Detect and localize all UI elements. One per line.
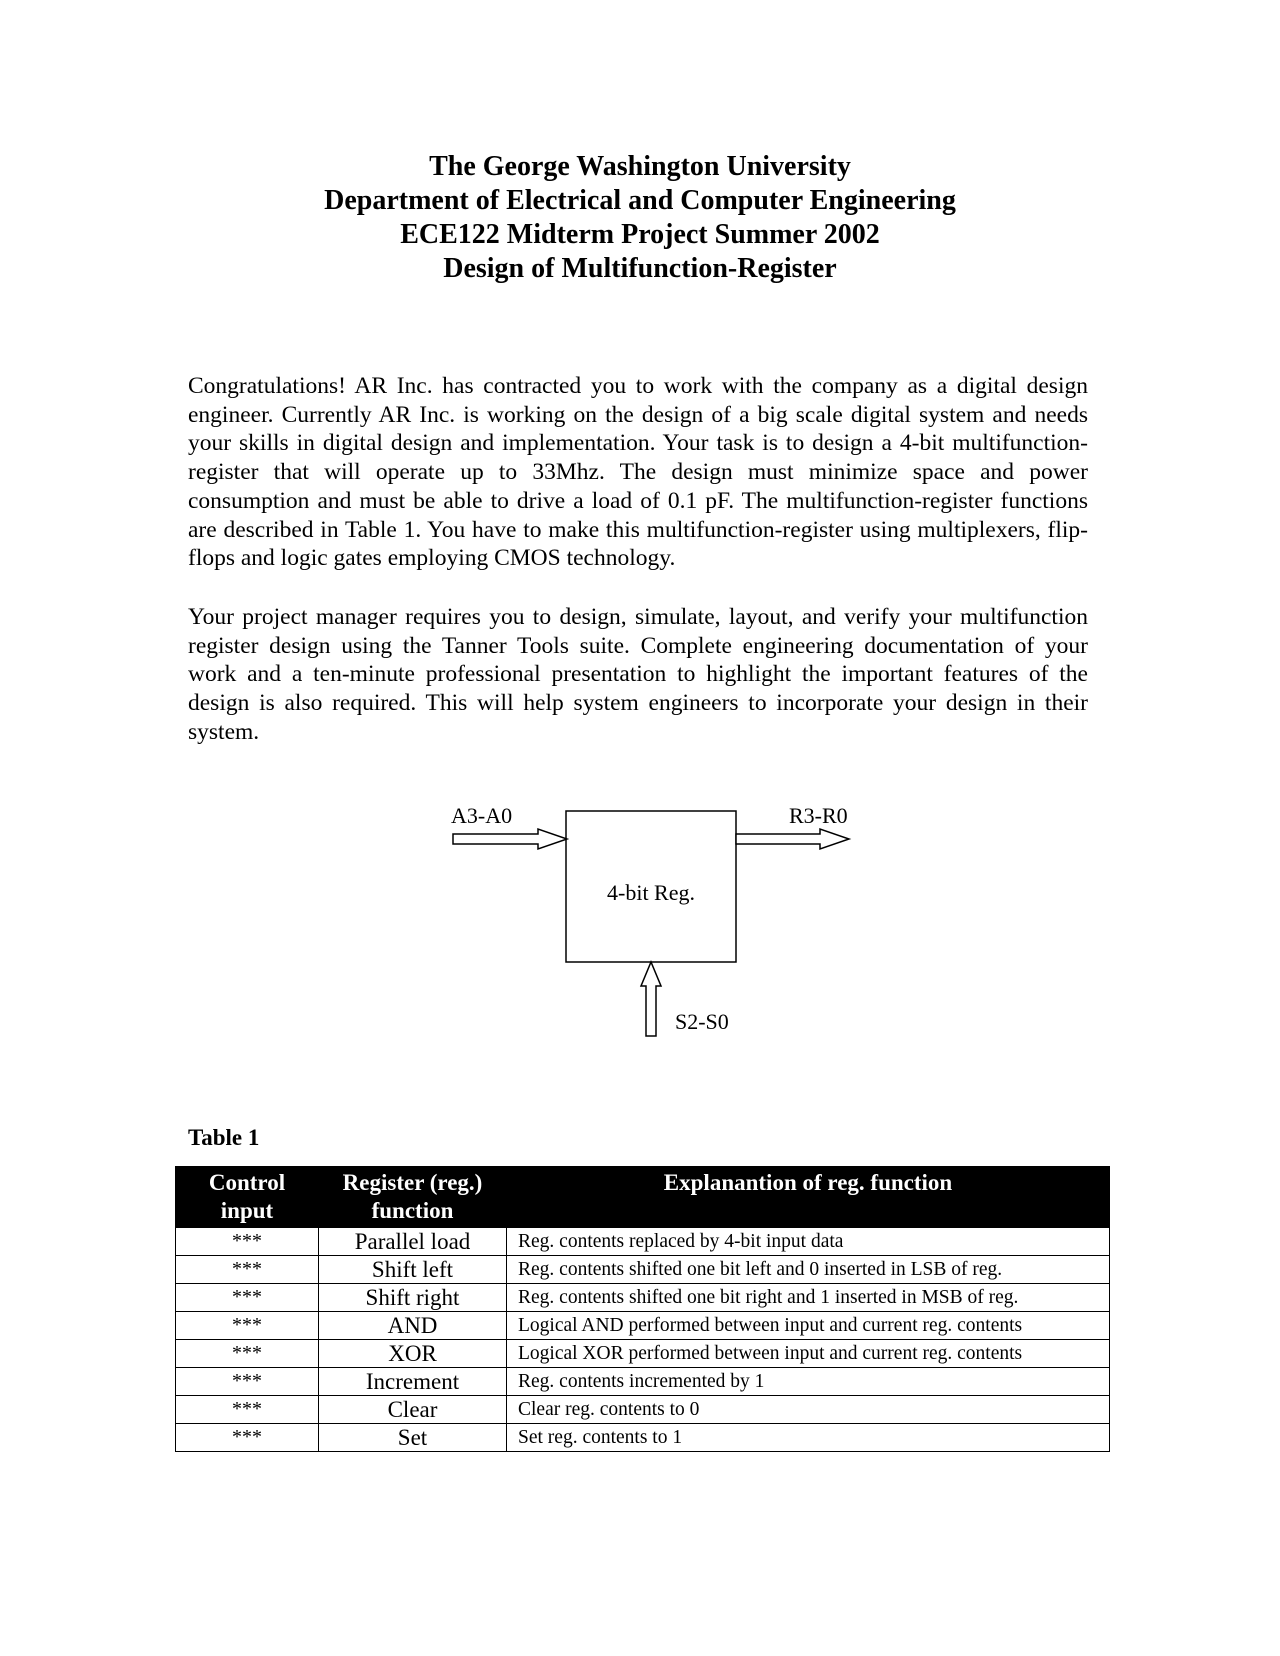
table-row <box>176 1396 1110 1424</box>
design-title: Design of Multifunction-Register <box>443 253 837 284</box>
function-cell: Increment <box>319 1368 507 1396</box>
control-input-cell: *** <box>176 1312 319 1340</box>
output-label: R3-R0 <box>789 803 848 828</box>
explanation-cell: Set reg. contents to 1 <box>507 1424 1110 1452</box>
explanation-cell: Reg. contents incremented by 1 <box>507 1368 1110 1396</box>
function-cell: Shift left <box>319 1256 507 1284</box>
register-function-header: Register (reg.) function <box>319 1167 507 1228</box>
function-cell: AND <box>319 1312 507 1340</box>
explanation-cell: Reg. contents replaced by 4-bit input data <box>507 1228 1110 1256</box>
explanation-cell: Reg. contents shifted one bit right and 1 inserted in MSB of reg. <box>507 1284 1110 1312</box>
function-cell: Set <box>319 1424 507 1452</box>
table-row <box>176 1284 1110 1312</box>
document-header <box>0 150 1280 286</box>
table-row <box>176 1424 1110 1452</box>
table-row <box>176 1340 1110 1368</box>
table-row <box>176 1368 1110 1396</box>
control-input-cell: *** <box>176 1284 319 1312</box>
control-arrow <box>641 962 661 1036</box>
control-input-cell: *** <box>176 1256 319 1284</box>
table-row <box>176 1312 1110 1340</box>
intro-paragraph: Congratulations! AR Inc. has contracted you to work with the company as a digital design engineer. Currently AR Inc. is working on the design of a big scale digital system and needs your skills in digital design and implementation. Your task is to design a 4-bit multifunction-register that will operate up to 33Mhz. The design must minimize space and power consumption and must be able to drive a load of 0.1 pF. The multifunction-register functions are described in Table 1. You have to make this multifunction-register using multiplexers, flip-flops and logic gates employing CMOS technology. <box>188 373 1088 572</box>
university-name: The George Washington University <box>429 151 851 182</box>
control-label: S2-S0 <box>675 1009 729 1034</box>
department-name: Department of Electrical and Computer Engineering <box>324 185 956 216</box>
project-title: ECE122 Midterm Project Summer 2002 <box>400 219 880 250</box>
control-input-cell: *** <box>176 1396 319 1424</box>
function-cell: Clear <box>319 1396 507 1424</box>
control-input-cell: *** <box>176 1228 319 1256</box>
table-header-row <box>176 1167 1110 1228</box>
function-cell: Parallel load <box>319 1228 507 1256</box>
register-block-label: 4-bit Reg. <box>607 880 695 905</box>
input-arrow <box>453 829 567 849</box>
register-function-table <box>175 1166 1110 1452</box>
explanation-cell: Logical XOR performed between input and current reg. contents <box>507 1340 1110 1368</box>
function-cell: XOR <box>319 1340 507 1368</box>
explanation-cell: Reg. contents shifted one bit left and 0 inserted in LSB of reg. <box>507 1256 1110 1284</box>
input-label: A3-A0 <box>451 803 513 828</box>
control-input-header: Control input <box>176 1167 319 1228</box>
table-row <box>176 1228 1110 1256</box>
register-block <box>566 811 736 962</box>
table-row <box>176 1256 1110 1284</box>
control-input-cell: *** <box>176 1368 319 1396</box>
output-arrow <box>736 829 849 849</box>
explanation-cell: Clear reg. contents to 0 <box>507 1396 1110 1424</box>
control-input-cell: *** <box>176 1340 319 1368</box>
requirements-paragraph: Your project manager requires you to design, simulate, layout, and verify your multifunction register design using the Tanner Tools suite. Complete engineering documentation of your work and a ten-minute professional presentation to highlight the important features of the design is also required. This will help system engineers to incorporate your design in their system. <box>188 604 1088 745</box>
explanation-header: Explanantion of reg. function <box>507 1167 1110 1228</box>
table-caption: Table 1 <box>188 1125 260 1150</box>
function-cell: Shift right <box>319 1284 507 1312</box>
control-input-cell: *** <box>176 1424 319 1452</box>
explanation-cell: Logical AND performed between input and current reg. contents <box>507 1312 1110 1340</box>
